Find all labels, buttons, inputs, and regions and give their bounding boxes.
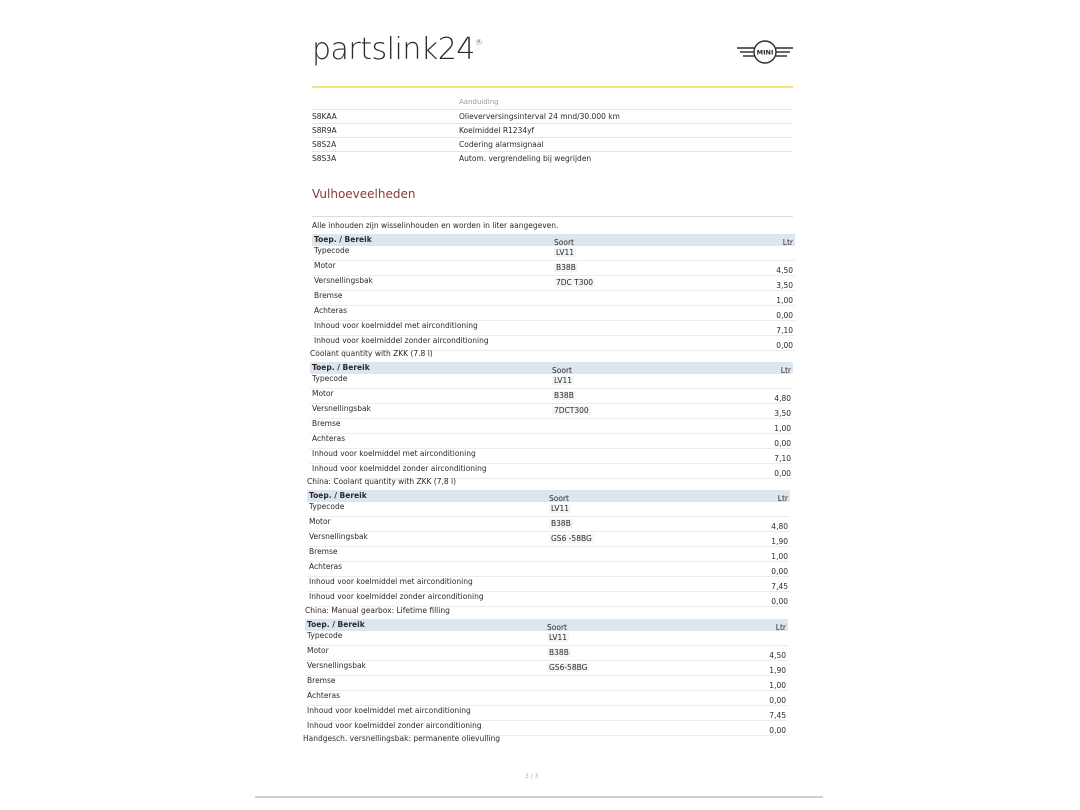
page-edge [255, 796, 823, 798]
table-header [310, 362, 793, 374]
capacity-table [310, 362, 793, 479]
table-row [312, 306, 795, 321]
row-label: Inhoud voor koelmiddel met airconditioning [312, 449, 476, 458]
attribute-code: S8R9A [312, 126, 337, 135]
row-label: Typecode [307, 631, 343, 640]
header-cell: Ltr [782, 238, 793, 247]
row-label: Achteras [307, 691, 341, 700]
row-type: B38B [554, 391, 574, 400]
row-label: Motor [307, 646, 329, 655]
table-row [312, 291, 795, 306]
row-label: Achteras [309, 562, 343, 571]
section-title: Vulhoeveelheden [312, 187, 416, 201]
table-header [312, 234, 795, 246]
attribute-code: S8KAA [312, 112, 337, 121]
header-cell: Toep. / Bereik [307, 620, 365, 629]
row-liters: 4,80 [774, 394, 791, 403]
row-label: Typecode [314, 246, 350, 255]
header-cell: Toep. / Bereik [312, 363, 370, 372]
row-liters: 1,00 [769, 681, 786, 690]
table-row [310, 404, 793, 419]
row-liters: 7,45 [771, 582, 788, 591]
row-label: Versnellingsbak [312, 404, 371, 413]
row-type: B38B [549, 648, 569, 657]
partslink24-logo: partslink24® [312, 32, 483, 67]
row-type: LV11 [551, 504, 570, 513]
row-liters: 0,00 [776, 311, 793, 320]
row-type: 7DCT300 [554, 406, 589, 415]
row-liters: 0,00 [771, 567, 788, 576]
table-row [307, 502, 790, 517]
attribute-row [312, 151, 793, 165]
table-row [305, 646, 788, 661]
header-cell: Soort [552, 366, 572, 375]
table-note: China: Coolant quantity with ZKK (7,8 l) [307, 477, 457, 486]
header-cell: Soort [549, 494, 569, 503]
attribute-code: S8S2A [312, 140, 337, 149]
row-liters: 7,10 [774, 454, 791, 463]
header-cell: Ltr [775, 623, 786, 632]
table-row [305, 691, 788, 706]
row-liters: 1,00 [776, 296, 793, 305]
attribute-desc: Koelmiddel R1234yf [459, 126, 535, 135]
table-row [305, 631, 788, 646]
row-label: Inhoud voor koelmiddel zonder airconditioning [312, 464, 487, 473]
table-note: Coolant quantity with ZKK (7.8 l) [310, 349, 433, 358]
row-type: GS6-58BG [549, 663, 588, 672]
row-liters: 3,50 [774, 409, 791, 418]
mini-logo-icon [735, 38, 795, 68]
attribute-desc: Codering alarmsignaal [459, 140, 544, 149]
capacity-table [312, 234, 795, 351]
header-divider [312, 86, 793, 88]
row-liters: 4,80 [771, 522, 788, 531]
attribute-desc: Autom. vergrendeling bij wegrijden [459, 154, 592, 163]
row-liters: 0,00 [771, 597, 788, 606]
footer-note: Handgesch. versnellingsbak: permanente olievulling [303, 734, 500, 743]
table-row [305, 676, 788, 691]
row-type: B38B [551, 519, 571, 528]
capacity-table [305, 619, 788, 736]
row-label: Bremse [314, 291, 343, 300]
table-row [305, 706, 788, 721]
document-page [255, 0, 820, 795]
table-row [312, 321, 795, 336]
table-row [307, 592, 790, 607]
row-label: Motor [312, 389, 334, 398]
table-row [307, 547, 790, 562]
row-label: Achteras [312, 434, 346, 443]
row-label: Inhoud voor koelmiddel zonder airconditioning [307, 721, 482, 730]
row-label: Inhoud voor koelmiddel zonder airconditioning [314, 336, 489, 345]
attribute-row [312, 109, 793, 123]
table-row [310, 419, 793, 434]
row-liters: 7,45 [769, 711, 786, 720]
brand-text: MINI [756, 48, 774, 57]
table-row [307, 532, 790, 547]
table-row [312, 246, 795, 261]
row-liters: 0,00 [774, 439, 791, 448]
row-label: Inhoud voor koelmiddel met airconditioning [307, 706, 471, 715]
attribute-row [312, 123, 793, 137]
row-label: Bremse [312, 419, 341, 428]
table-row [310, 449, 793, 464]
row-label: Versnellingsbak [309, 532, 368, 541]
table-header [305, 619, 788, 631]
row-liters: 4,50 [776, 266, 793, 275]
row-label: Motor [309, 517, 331, 526]
row-label: Inhoud voor koelmiddel met airconditioning [309, 577, 473, 586]
row-liters: 3,50 [776, 281, 793, 290]
row-type: B38B [556, 263, 576, 272]
attribute-code: S8S3A [312, 154, 337, 163]
table-row [310, 374, 793, 389]
header-cell: Ltr [780, 366, 791, 375]
table-note: China: Manual gearbox: Lifetime filling [305, 606, 450, 615]
table-row [307, 577, 790, 592]
page-number: 3 / 3 [525, 773, 539, 780]
attributes-column-label: Aanduiding [459, 98, 499, 106]
table-row [310, 434, 793, 449]
row-label: Inhoud voor koelmiddel met airconditioning [314, 321, 478, 330]
header-cell: Ltr [777, 494, 788, 503]
row-liters: 0,00 [774, 469, 791, 478]
row-label: Inhoud voor koelmiddel zonder airconditioning [309, 592, 484, 601]
section-divider [312, 216, 793, 217]
row-type: LV11 [554, 376, 573, 385]
row-liters: 1,00 [771, 552, 788, 561]
row-liters: 4,50 [769, 651, 786, 660]
row-liters: 0,00 [769, 696, 786, 705]
row-liters: 1,00 [774, 424, 791, 433]
row-label: Bremse [309, 547, 338, 556]
table-row [305, 661, 788, 676]
table-row [310, 389, 793, 404]
row-label: Typecode [309, 502, 345, 511]
table-row [312, 261, 795, 276]
row-type: LV11 [556, 248, 575, 257]
row-label: Versnellingsbak [307, 661, 366, 670]
attribute-desc: Olieverversingsinterval 24 mnd/30.000 km [459, 112, 620, 121]
header-cell: Toep. / Bereik [309, 491, 367, 500]
row-liters: 1,90 [771, 537, 788, 546]
row-label: Motor [314, 261, 336, 270]
capacity-table [307, 490, 790, 607]
row-liters: 0,00 [776, 341, 793, 350]
table-row [312, 276, 795, 291]
row-liters: 7,10 [776, 326, 793, 335]
row-liters: 0,00 [769, 726, 786, 735]
table-row [307, 562, 790, 577]
row-label: Achteras [314, 306, 348, 315]
table-note: Alle inhouden zijn wisselinhouden en worden in liter aangegeven. [312, 221, 559, 230]
row-label: Typecode [312, 374, 348, 383]
header-cell: Soort [554, 238, 574, 247]
header-cell: Soort [547, 623, 567, 632]
row-liters: 1,90 [769, 666, 786, 675]
table-header [307, 490, 790, 502]
table-row [307, 517, 790, 532]
row-type: LV11 [549, 633, 568, 642]
row-label: Versnellingsbak [314, 276, 373, 285]
attribute-row [312, 137, 793, 151]
row-type: 7DC T300 [556, 278, 594, 287]
row-label: Bremse [307, 676, 336, 685]
row-type: GS6 -58BG [551, 534, 592, 543]
header-cell: Toep. / Bereik [314, 235, 372, 244]
